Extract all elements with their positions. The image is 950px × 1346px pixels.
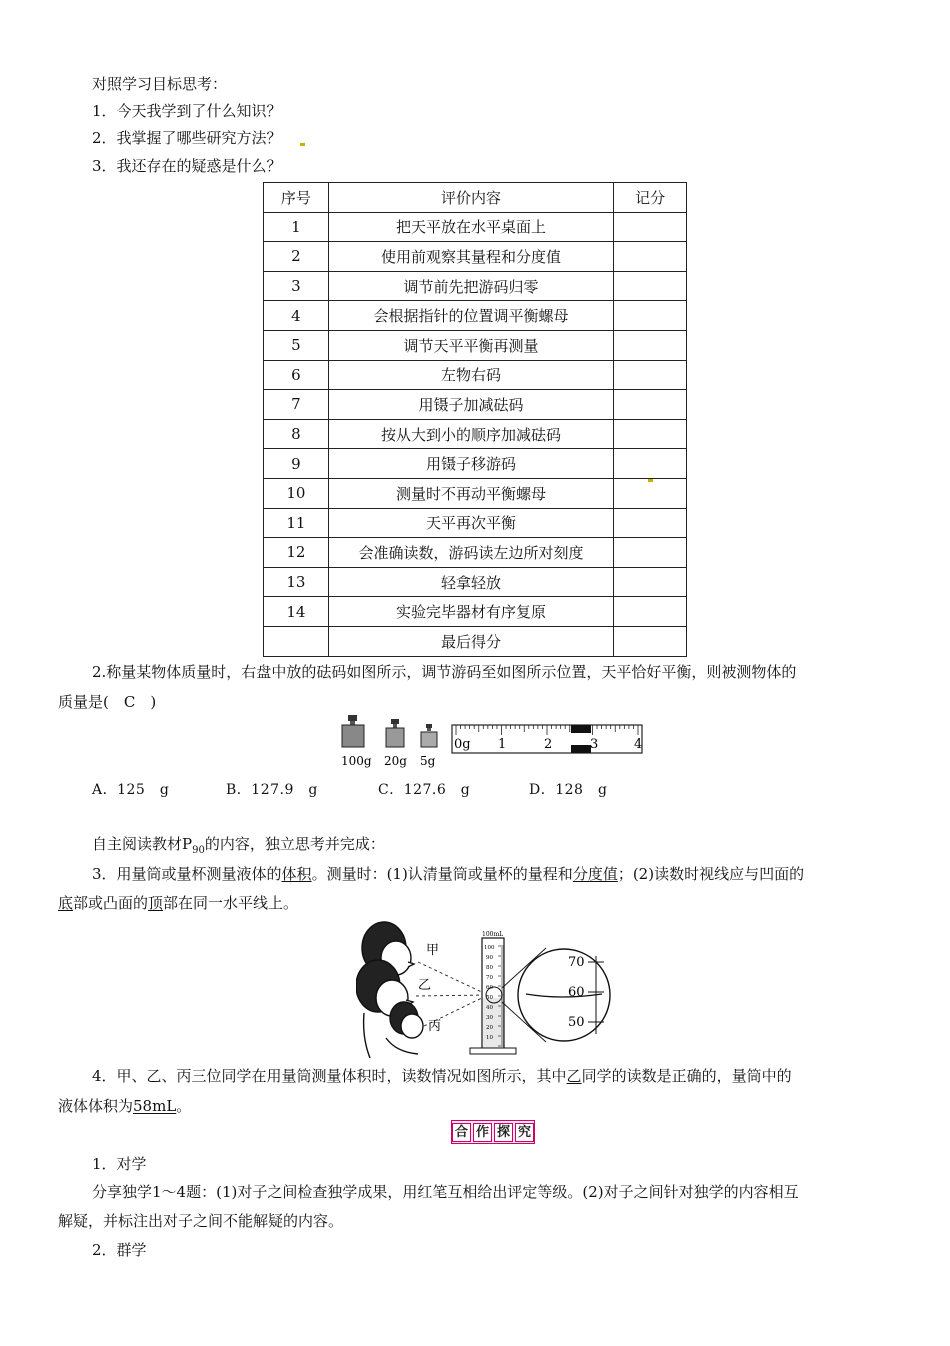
cell-number: 4 xyxy=(264,301,329,331)
cyl-tick-label: 60 xyxy=(486,985,493,991)
cell-content: 使用前观察其量程和分度值 xyxy=(328,242,614,272)
cell-score xyxy=(614,538,687,568)
cell-score xyxy=(614,242,687,272)
cell-content: 用镊子加减砝码 xyxy=(328,390,614,420)
coop-text-line1: 分享独学1～4题：(1)对子之间检查独学成果，用红笔互相给出评定等级。(2)对子之间针对独学的内容相互 xyxy=(92,1183,799,1201)
cell-number: 8 xyxy=(264,419,329,449)
cylinder-unit: 100mL xyxy=(482,931,504,938)
label-bing: 丙 xyxy=(428,1019,442,1034)
header-number: 序号 xyxy=(264,183,329,213)
cyl-tick-label: 40 xyxy=(486,1005,493,1011)
cell-content: 天平再次平衡 xyxy=(328,508,614,538)
table-header-row xyxy=(264,183,687,213)
cell-number: 14 xyxy=(264,597,329,627)
cell-content: 轻拿轻放 xyxy=(328,567,614,597)
label-yi: 乙 xyxy=(418,978,432,993)
q3-text: 部或凸面的 xyxy=(73,894,149,912)
reflection-question-2: 2．我掌握了哪些研究方法？ xyxy=(92,129,282,147)
highlight-mark xyxy=(648,479,653,482)
label-jia: 甲 xyxy=(426,943,440,958)
cell-content: 用镊子移游码 xyxy=(328,449,614,479)
evaluation-table xyxy=(263,182,687,657)
cell-number: 13 xyxy=(264,567,329,597)
cell-score xyxy=(614,360,687,390)
reading-intro-suffix: 的内容，独立思考并完成： xyxy=(204,835,385,853)
cell-content: 左物右码 xyxy=(328,360,614,390)
q4-text: 同学的读数是正确的，量筒中的 xyxy=(581,1067,792,1085)
banner-char: 合 xyxy=(452,1123,471,1142)
cell-content: 实验完毕器材有序复原 xyxy=(328,597,614,627)
q3-answer-division: 分度值 xyxy=(572,865,618,883)
cell-number xyxy=(264,626,329,656)
cell-score xyxy=(614,330,687,360)
zoom-view xyxy=(518,949,610,1041)
coop-item-2: 2．群学 xyxy=(92,1241,147,1259)
cylinder-reading-figure xyxy=(356,918,612,1058)
banner-char: 究 xyxy=(515,1123,534,1142)
table-row xyxy=(264,390,687,420)
measuring-cylinder xyxy=(470,938,516,1054)
weight-label-5g: 5g xyxy=(420,754,436,768)
option-c: C．127.6 g xyxy=(378,782,471,798)
q3-text: 部在同一水平线上。 xyxy=(163,894,299,912)
cell-score xyxy=(614,271,687,301)
banner-char: 探 xyxy=(494,1123,513,1142)
cell-number: 7 xyxy=(264,390,329,420)
cell-number: 1 xyxy=(264,212,329,242)
cell-number: 3 xyxy=(264,271,329,301)
scale-label-3: 3 xyxy=(590,737,599,752)
cell-number: 6 xyxy=(264,360,329,390)
weight-5g xyxy=(421,724,437,747)
cell-score xyxy=(614,508,687,538)
cyl-tick-label: 50 xyxy=(486,995,493,1001)
table-row xyxy=(264,538,687,568)
q3-answer-volume: 体积 xyxy=(281,865,312,883)
student-head-bing xyxy=(386,1002,423,1054)
reflection-question-1: 1．今天我学到了什么知识？ xyxy=(92,102,282,120)
cell-number: 12 xyxy=(264,538,329,568)
cell-content: 按从大到小的顺序加减砝码 xyxy=(328,419,614,449)
q2-text-line1: 2.称量某物体质量时，右盘中放的砝码如图所示，调节游码至如图所示位置，天平恰好平衡，则被测物体的 xyxy=(92,663,797,681)
reading-intro xyxy=(92,834,385,861)
cooperative-inquiry-banner xyxy=(451,1120,535,1144)
weights-and-rider-figure xyxy=(338,712,648,768)
coop-item-1: 1．对学 xyxy=(92,1155,147,1173)
table-row xyxy=(264,301,687,331)
reflection-question-3: 3．我还存在的疑惑是什么？ xyxy=(92,157,282,175)
q3-line1 xyxy=(92,864,804,884)
option-d: D．128 g xyxy=(529,782,608,798)
q3-answer-bottom: 底 xyxy=(58,894,74,912)
scale-label-4: 4 xyxy=(634,737,643,752)
option-b: B．127.9 g xyxy=(226,782,318,798)
cell-score xyxy=(614,212,687,242)
cyl-tick-label: 10 xyxy=(486,1035,493,1041)
cell-score xyxy=(614,597,687,627)
cell-score xyxy=(614,567,687,597)
highlight-mark xyxy=(300,143,305,146)
reflection-heading: 对照学习目标思考： xyxy=(92,75,228,93)
cell-number: 2 xyxy=(264,242,329,272)
table-row xyxy=(264,478,687,508)
option-a: A．125 g xyxy=(92,782,170,798)
weight-20g xyxy=(386,719,404,747)
table-row xyxy=(264,271,687,301)
table-row xyxy=(264,419,687,449)
q3-answer-top: 顶 xyxy=(148,894,164,912)
weight-label-100g: 100g xyxy=(341,754,372,768)
cell-score xyxy=(614,449,687,479)
table-row xyxy=(264,360,687,390)
table-row xyxy=(264,626,687,656)
q2-text-line2: 质量是( C ) xyxy=(58,693,157,711)
cell-number: 10 xyxy=(264,478,329,508)
table-row xyxy=(264,212,687,242)
q3-text: 。测量时：(1)认清量筒或量杯的量程和 xyxy=(311,865,573,883)
q4-answer-student: 乙 xyxy=(566,1067,582,1085)
cyl-tick-label: 80 xyxy=(486,965,493,971)
weight-label-20g: 20g xyxy=(384,754,407,768)
q4-text: 液体体积为 xyxy=(58,1097,134,1115)
cell-content: 调节天平平衡再测量 xyxy=(328,330,614,360)
cyl-tick-label: 30 xyxy=(486,1015,493,1021)
table-row xyxy=(264,597,687,627)
reading-intro-page: 90 xyxy=(192,845,205,856)
q4-text: 4．甲、乙、丙三位同学在用量筒测量体积时，读数情况如图所示，其中 xyxy=(92,1067,567,1085)
cell-content: 测量时不再动平衡螺母 xyxy=(328,478,614,508)
cell-content: 会根据指针的位置调平衡螺母 xyxy=(328,301,614,331)
cell-content: 最后得分 xyxy=(328,626,614,656)
table-row xyxy=(264,567,687,597)
table-row xyxy=(264,330,687,360)
header-content: 评价内容 xyxy=(328,183,614,213)
cell-number: 11 xyxy=(264,508,329,538)
q4-line2 xyxy=(58,1096,191,1116)
q3-line2 xyxy=(58,893,298,913)
coop-text-line2: 解疑，并标注出对子之间不能解疑的内容。 xyxy=(58,1212,344,1230)
cell-number: 9 xyxy=(264,449,329,479)
cyl-tick-label: 70 xyxy=(486,975,493,981)
weight-100g xyxy=(342,715,364,747)
q3-text: 3．用量筒或量杯测量液体的 xyxy=(92,865,282,883)
scale-label-2: 2 xyxy=(544,737,553,752)
banner-char: 作 xyxy=(473,1123,492,1142)
cell-content: 把天平放在水平桌面上 xyxy=(328,212,614,242)
header-score: 记分 xyxy=(614,183,687,213)
cell-number: 5 xyxy=(264,330,329,360)
table-row xyxy=(264,508,687,538)
scale-label-0g: 0g xyxy=(454,737,471,752)
q4-text: 。 xyxy=(176,1097,192,1115)
cyl-tick-label: 20 xyxy=(486,1025,493,1031)
cyl-tick-label: 90 xyxy=(486,955,493,961)
table-row xyxy=(264,449,687,479)
reading-intro-prefix: 自主阅读教材P xyxy=(92,835,193,853)
table-row xyxy=(264,242,687,272)
cell-score xyxy=(614,419,687,449)
cell-score xyxy=(614,478,687,508)
cyl-tick-label: 100 xyxy=(484,945,495,951)
cell-content: 调节前先把游码归零 xyxy=(328,271,614,301)
zoom-label-70: 70 xyxy=(568,955,585,970)
cell-score xyxy=(614,301,687,331)
q4-line1 xyxy=(92,1066,792,1086)
cell-score xyxy=(614,390,687,420)
scale-label-1: 1 xyxy=(498,737,507,752)
cell-score xyxy=(614,626,687,656)
zoom-label-60: 60 xyxy=(568,985,585,1000)
q4-answer-volume: 58mL xyxy=(133,1097,177,1115)
q3-text: ；(2)读数时视线应与凹面的 xyxy=(617,865,805,883)
cell-content: 会准确读数，游码读左边所对刻度 xyxy=(328,538,614,568)
sight-lines xyxy=(416,962,488,1026)
zoom-label-50: 50 xyxy=(568,1015,585,1030)
